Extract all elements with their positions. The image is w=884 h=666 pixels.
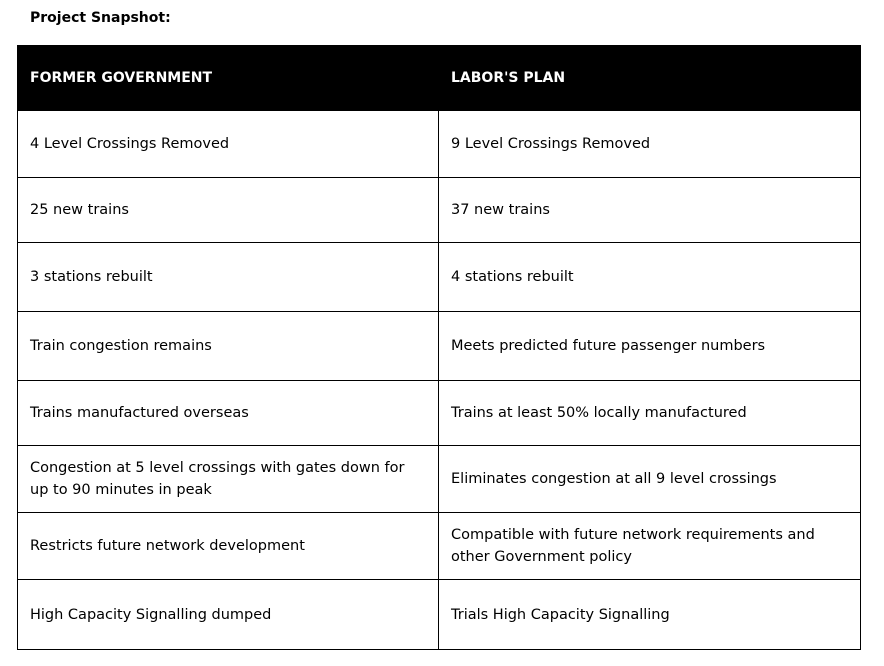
labors-plan-cell: Compatible with future network requirements and other Government policy	[439, 513, 861, 580]
labors-plan-cell: 9 Level Crossings Removed	[439, 111, 861, 178]
table-row	[18, 381, 861, 446]
comparison-table	[17, 45, 861, 650]
page-title: Project Snapshot:	[30, 10, 171, 26]
table-row	[18, 243, 861, 312]
table-row	[18, 178, 861, 243]
former-government-cell: 25 new trains	[18, 178, 439, 243]
column-header-former-government: FORMER GOVERNMENT	[18, 46, 439, 111]
former-government-cell: Train congestion remains	[18, 312, 439, 381]
table-row	[18, 111, 861, 178]
table-row	[18, 312, 861, 381]
labors-plan-cell: Meets predicted future passenger numbers	[439, 312, 861, 381]
former-government-cell: Trains manufactured overseas	[18, 381, 439, 446]
labors-plan-cell: 37 new trains	[439, 178, 861, 243]
labors-plan-cell: Eliminates congestion at all 9 level crossings	[439, 446, 861, 513]
former-government-cell: High Capacity Signalling dumped	[18, 580, 439, 650]
labors-plan-cell: Trains at least 50% locally manufactured	[439, 381, 861, 446]
labors-plan-cell: 4 stations rebuilt	[439, 243, 861, 312]
table-row	[18, 580, 861, 650]
table-row	[18, 513, 861, 580]
former-government-cell: Restricts future network development	[18, 513, 439, 580]
former-government-cell: 4 Level Crossings Removed	[18, 111, 439, 178]
table-row	[18, 446, 861, 513]
table-header-row	[18, 46, 861, 111]
column-header-labors-plan: LABOR'S PLAN	[439, 46, 861, 111]
labors-plan-cell: Trials High Capacity Signalling	[439, 580, 861, 650]
former-government-cell: 3 stations rebuilt	[18, 243, 439, 312]
former-government-cell: Congestion at 5 level crossings with gates down for up to 90 minutes in peak	[18, 446, 439, 513]
